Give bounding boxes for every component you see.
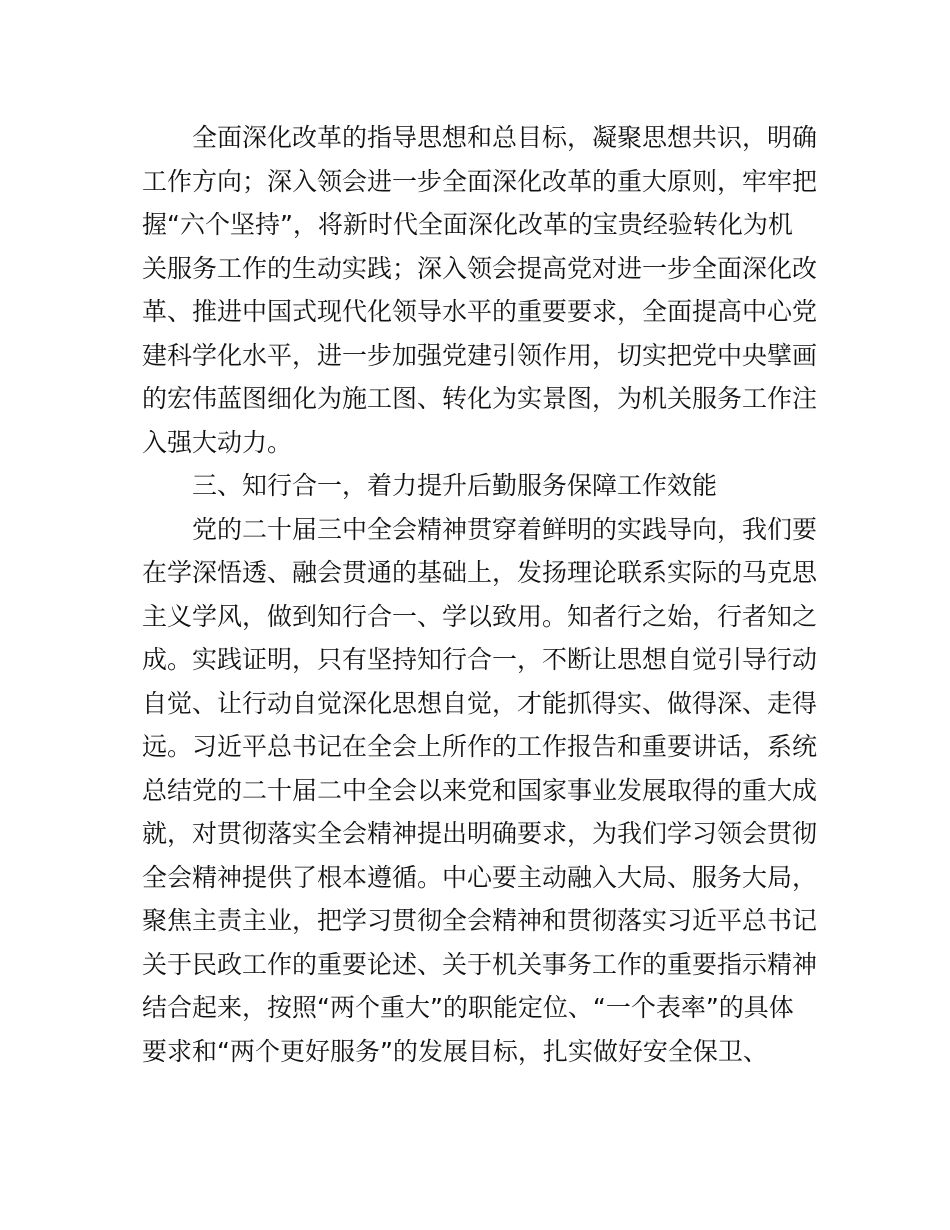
paragraph-line: 全会精神提供了根本遵循。中心要主动融入大局、服务大局，: [142, 862, 818, 892]
paragraph-line: 入强大动力。: [142, 427, 293, 457]
paragraph-line: 成。实践证明，只有坚持知行合一，不断让思想自觉引导行动: [142, 645, 818, 674]
paragraph-line: 握“六个坚持”，将新时代全面深化改革的宝贵经验转化为机: [142, 210, 793, 239]
paragraph-line: 总结党的二十届二中全会以来党和国家事业发展取得的重大成: [142, 775, 818, 805]
paragraph-line: 革、推进中国式现代化领导水平的重要要求，全面提高中心党: [142, 297, 818, 326]
section-heading-text: 三、知行合一，着力提升后勤服务保障工作效能: [192, 471, 718, 500]
paragraph-line: 在学深悟透、融会贯通的基础上，发扬理论联系实际的马克思: [142, 558, 818, 587]
paragraph-line: 的宏伟蓝图细化为施工图、转化为实景图，为机关服务工作注: [142, 384, 818, 413]
paragraph-line: 远。习近平总书记在全会上所作的工作报告和重要讲话，系统: [142, 732, 818, 761]
paragraph-line: 全面深化改革的指导思想和总目标，凝聚思想共识，明确: [192, 123, 818, 152]
document-body: [142, 116, 822, 1073]
paragraph-line: 主义学风，做到知行合一、学以致用。知者行之始，行者知之: [142, 601, 818, 631]
paragraph-line: 要求和“两个更好服务”的发展目标，扎实做好安全保卫、: [142, 1036, 768, 1066]
section-heading: [142, 464, 822, 508]
paragraph-line: 关于民政工作的重要论述、关于机关事务工作的重要指示精神: [142, 949, 818, 979]
paragraph-line: 工作方向；深入领会进一步全面深化改革的重大原则，牢牢把: [142, 166, 818, 196]
paragraph-line: 党的二十届三中全会精神贯穿着鲜明的实践导向，我们要: [192, 514, 818, 544]
paragraph-line: 自觉、让行动自觉深化思想自觉，才能抓得实、做得深、走得: [142, 688, 818, 718]
paragraph-line: 关服务工作的生动实践；深入领会提高党对进一步全面深化改: [142, 253, 818, 283]
paragraph-2: [142, 508, 822, 1074]
paragraph-line: 结合起来，按照“两个重大”的职能定位、“一个表率”的具体: [142, 993, 794, 1022]
paragraph-line: 聚焦主责主业，把学习贯彻全会精神和贯彻落实习近平总书记: [142, 906, 818, 935]
paragraph-line: 就，对贯彻落实全会精神提出明确要求，为我们学习领会贯彻: [142, 819, 818, 848]
paragraph-1: [142, 116, 822, 464]
paragraph-line: 建科学化水平，进一步加强党建引领作用，切实把党中央擘画: [142, 340, 818, 370]
